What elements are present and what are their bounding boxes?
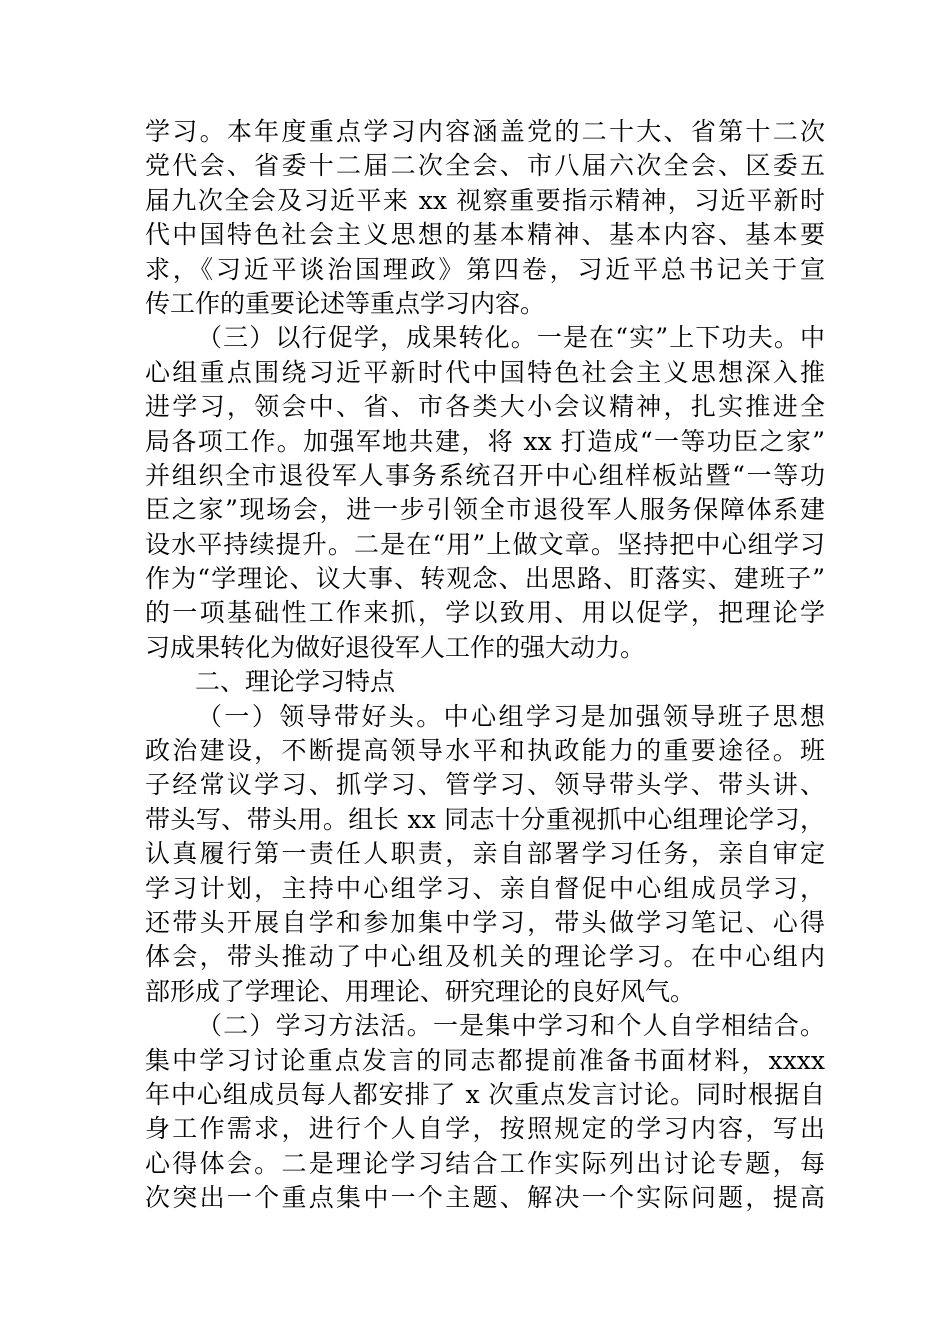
text-line: 作为“学理论、议大事、转观念、出思路、盯落实、建班子” xyxy=(145,564,825,594)
text-line: 学习。本年度重点学习内容涵盖党的二十大、省第十二次 xyxy=(145,117,825,146)
text-line: 身工作需求，进行个人自学，按照规定的学习内容，写出 xyxy=(145,1114,825,1144)
text-line: 认真履行第一责任人职责，亲自部署学习任务，亲自审定 xyxy=(145,839,825,869)
text-line: 学习计划，主持中心组学习、亲自督促中心组成员学习， xyxy=(145,873,825,903)
text-line: 设水平持续提升。二是在“用”上做文章。坚持把中心组学习 xyxy=(145,529,825,559)
text-line: 子经常议学习、抓学习、管学习、领导带头学、带头讲、 xyxy=(145,770,825,800)
text-line: 心得体会。二是理论学习结合工作实际列出讨论专题，每 xyxy=(145,1148,825,1178)
text-line: 带头写、带头用。组长 xx 同志十分重视抓中心组理论学习， xyxy=(145,804,825,834)
text-line: 党代会、省委十二届二次全会、市八届六次全会、区委五 xyxy=(145,151,825,181)
text-line: 的一项基础性工作来抓，学以致用、用以促学，把理论学 xyxy=(145,598,825,628)
text-line: 体会，带头推动了中心组及机关的理论学习。在中心组内 xyxy=(145,942,825,972)
text-line: 届九次全会及习近平来 xx 视察重要指示精神，习近平新时 xyxy=(145,185,825,215)
text-line: （二）学习方法活。一是集中学习和个人自学相结合。 xyxy=(197,1011,825,1041)
text-line: 年中心组成员每人都安排了 x 次重点发言讨论。同时根据自 xyxy=(145,1079,825,1109)
text-line: 部形成了学理论、用理论、研究理论的良好风气。 xyxy=(145,976,696,1006)
text-line: 习成果转化为做好退役军人工作的强大动力。 xyxy=(145,632,646,662)
text-line: （三）以行促学，成果转化。一是在“实”上下功夫。中 xyxy=(197,323,825,353)
text-line: 代中国特色社会主义思想的基本精神、基本内容、基本要 xyxy=(145,220,825,250)
text-line: 局各项工作。加强军地共建，将 xx 打造成“一等功臣之家” xyxy=(145,426,825,456)
text-line: 心组重点围绕习近平新时代中国特色社会主义思想深入推 xyxy=(145,357,825,387)
text-line: 臣之家”现场会，进一步引领全市退役军人服务保障体系建 xyxy=(145,495,825,525)
text-line: 次突出一个重点集中一个主题、解决一个实际问题，提高 xyxy=(145,1183,825,1213)
text-line: 求，《习近平谈治国理政》第四卷，习近平总书记关于宣 xyxy=(145,254,825,284)
document-body xyxy=(145,115,825,1216)
text-line: 并组织全市退役军人事务系统召开中心组样板站暨“一等功 xyxy=(145,460,825,490)
text-line: 进学习，领会中、省、市各类大小会议精神，扎实推进全 xyxy=(145,392,825,422)
text-line: 传工作的重要论述等重点学习内容。 xyxy=(145,288,546,318)
text-line: 二、理论学习特点 xyxy=(195,667,396,697)
text-line: 集中学习讨论重点发言的同志都提前准备书面材料，xxxx xyxy=(145,1045,825,1075)
text-line: 还带头开展自学和参加集中学习，带头做学习笔记、心得 xyxy=(145,907,825,937)
text-line: 政治建设，不断提高领导水平和执政能力的重要途径。班 xyxy=(145,736,825,766)
text-line: （一）领导带好头。中心组学习是加强领导班子思想 xyxy=(197,701,825,731)
